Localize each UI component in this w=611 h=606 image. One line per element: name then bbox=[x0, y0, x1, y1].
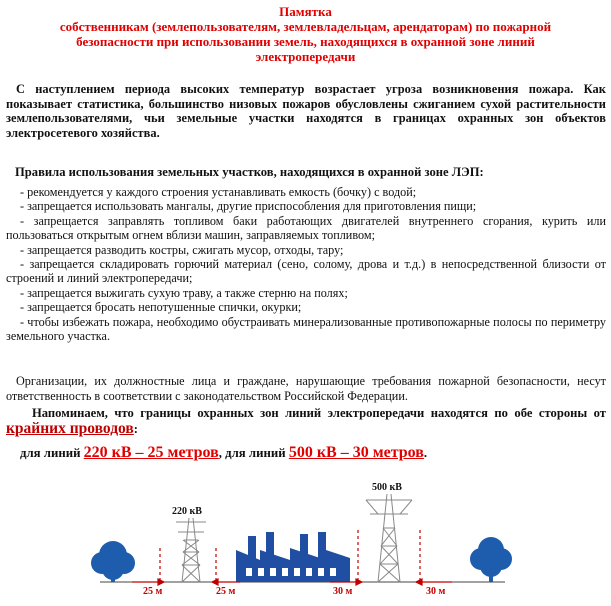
distance-separator: , для линий bbox=[218, 446, 286, 460]
organizations-paragraph: Организации, их должностные лица и граждане, нарушающие требования пожарной безопасности, несут ответственность в соответствии с законодательством Российской Федерации. bbox=[6, 374, 606, 403]
tower-500kv-icon bbox=[366, 494, 412, 582]
rule-item: - запрещается использовать мангалы, другие приспособления для приготовления пищи; bbox=[20, 199, 477, 214]
distance-label-right-500: 30 м bbox=[426, 586, 446, 597]
rule-item: - запрещается разводить костры, сжигать мусор, отходы, тару; bbox=[20, 242, 344, 257]
tower-220kv-label: 220 кВ bbox=[172, 506, 202, 517]
building-icon bbox=[236, 532, 350, 582]
rule-item: - запрещается бросать непотушенные спички, окурки; bbox=[20, 300, 302, 315]
distance-220kv: 220 кВ – 25 метров bbox=[83, 444, 219, 461]
memo-header bbox=[0, 4, 611, 64]
reminder-paragraph bbox=[6, 405, 606, 437]
rules-heading: Правила использования земельных участков, находящихся в охранной зоне ЛЭП: bbox=[15, 165, 484, 179]
protection-zone-illustration bbox=[0, 470, 611, 606]
rule-item: - запрещается заправлять топливом баки работающих двигателей внутреннего сгорания, курить или пользоваться открытым огнем вблизи машин, заправляемых топливом; bbox=[6, 213, 606, 243]
tower-500kv-label: 500 кВ bbox=[372, 482, 402, 493]
distance-prefix: для линий bbox=[20, 446, 81, 460]
rule-item: - запрещается выжигать сухую траву, а также стерню на полях; bbox=[20, 285, 348, 300]
right-tree-icon bbox=[470, 537, 512, 582]
memo-subtitle-line3: электропередачи bbox=[255, 49, 356, 64]
rules-list bbox=[6, 185, 606, 343]
rule-item: - чтобы избежать пожара, необходимо обустраивать минерализованные противопожарные полосы по периметру земельного участка. bbox=[6, 314, 606, 344]
distance-label-right-220: 25 м bbox=[216, 586, 236, 597]
rule-item: - рекомендуется у каждого строения устанавливать емкость (бочку) с водой; bbox=[20, 185, 417, 199]
reminder-highlight: крайних проводов bbox=[6, 420, 134, 437]
reminder-end: : bbox=[133, 422, 138, 436]
distance-label-left-500: 30 м bbox=[333, 586, 353, 597]
memo-subtitle-line1: собственникам (землепользователям, землевладельцам, арендаторам) по пожарной bbox=[59, 19, 552, 34]
memo-subtitle-line2: безопасности при использовании земель, находящихся в охранной зоне линий bbox=[76, 34, 535, 49]
reminder-text: Напоминаем, что границы охранных зон линий электропередачи находятся по обе стороны от bbox=[32, 406, 606, 420]
left-tree-icon bbox=[91, 541, 135, 582]
tower-220kv-icon bbox=[176, 518, 206, 582]
memo-title: Памятка bbox=[279, 4, 332, 19]
distance-end: . bbox=[423, 446, 428, 460]
distance-label-left-220: 25 м bbox=[143, 586, 163, 597]
distances-line bbox=[20, 444, 427, 462]
distance-500kv: 500 кВ – 30 метров bbox=[288, 444, 424, 461]
rule-item: - запрещается складировать горючий материал (сено, солому, дрова и т.д.) в непосредственной близости от строений и линий электропередачи; bbox=[6, 257, 606, 286]
intro-paragraph: С наступлением периода высоких температур возрастает угроза возникновения пожара. Как показывает статистика, большинство низовых пожаров обусловлены сжиганием сухой растительности землепользователями, чьи земельные участки находятся в границах охранных зон объектов электросетевого хозяйства. bbox=[6, 82, 606, 140]
